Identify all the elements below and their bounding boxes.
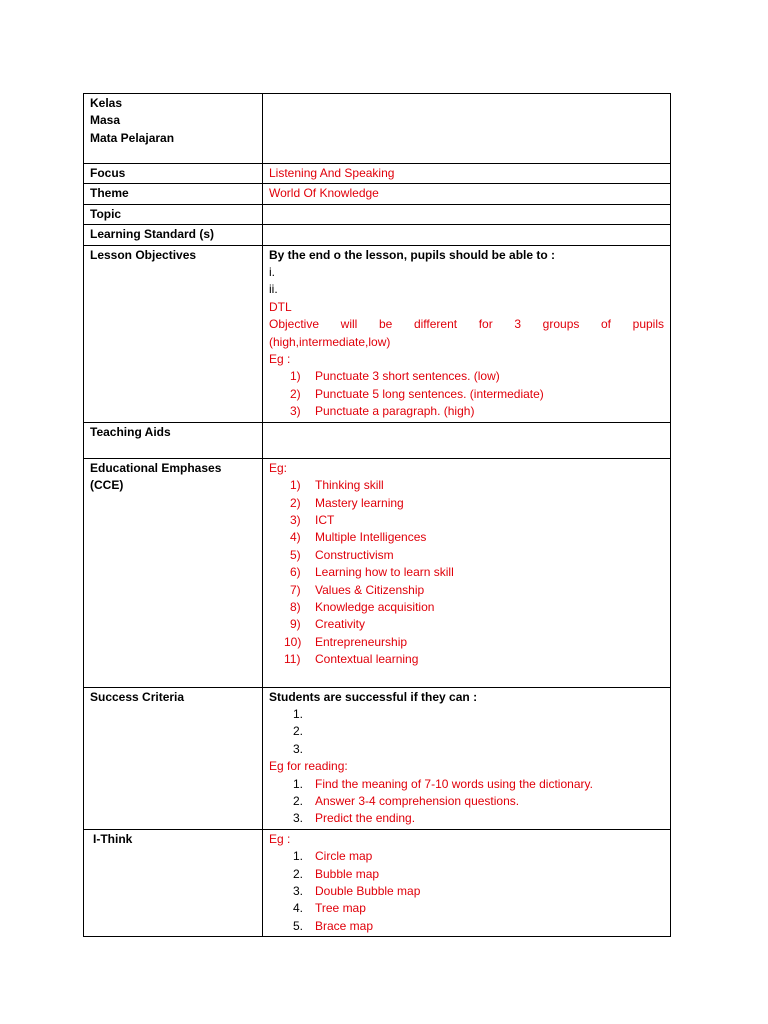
list-item: 9) Creativity — [290, 617, 366, 632]
table-row-educational-emphases — [84, 458, 671, 687]
success-criteria-value — [263, 687, 671, 829]
dtl-description-line1: Objective will be different for 3 groups of pupils — [269, 317, 664, 332]
spacer — [269, 669, 664, 686]
objective-item: i. — [269, 265, 275, 280]
table-row-theme — [84, 184, 671, 204]
list-item: 2. Answer 3-4 comprehension questions. — [293, 794, 520, 808]
list-item: 1) Thinking skill — [290, 478, 384, 493]
focus-value: Listening And Speaking — [263, 164, 671, 184]
list-item: 2) Punctuate 5 long sentences. (intermediate) — [290, 386, 544, 401]
list-item: 3. — [293, 741, 304, 756]
ithink-label: I-Think — [84, 829, 263, 936]
list-item: 1. Circle map — [293, 849, 373, 864]
success-criteria-label: Success Criteria — [84, 687, 263, 829]
table-row-ithink — [84, 829, 671, 936]
learning-standard-label: Learning Standard (s) — [84, 225, 263, 245]
table-row-header — [84, 94, 671, 164]
label-kelas: Kelas — [90, 96, 123, 110]
list-item: 11) Contextual learning — [284, 652, 419, 667]
list-item: 2. Bubble map — [293, 866, 380, 881]
educational-emphases-value — [263, 458, 671, 687]
list-item: 1. Find the meaning of 7-10 words using the dictionary. — [293, 776, 593, 791]
table-row-focus — [84, 164, 671, 184]
objective-item: ii. — [269, 282, 278, 297]
list-item: 7) Values & Citizenship — [290, 582, 425, 597]
objectives-eg-label: Eg : — [269, 352, 291, 367]
success-blank-list — [269, 706, 664, 758]
label-masa: Masa — [90, 113, 121, 128]
success-example-list — [269, 776, 664, 828]
list-item: 5. Brace map — [293, 918, 374, 933]
list-item: 4) Multiple Intelligences — [290, 530, 427, 545]
table-row-teaching-aids — [84, 422, 671, 458]
dtl-description-line2: (high,intermediate,low) — [269, 334, 391, 349]
teaching-aids-value — [263, 422, 671, 458]
emphases-list — [269, 477, 664, 668]
success-criteria-intro: Students are successful if they can : — [269, 689, 478, 704]
list-item: 3) ICT — [290, 512, 335, 527]
list-item: 3) Punctuate a paragraph. (high) — [290, 404, 475, 419]
lesson-objectives-label: Lesson Objectives — [84, 245, 263, 422]
emphases-eg-label: Eg: — [269, 460, 288, 475]
list-item: 2) Mastery learning — [290, 495, 404, 510]
list-item: 3. Double Bubble map — [293, 884, 421, 899]
list-item: 2. — [293, 724, 304, 739]
ithink-list — [269, 848, 664, 935]
list-item: 8) Knowledge acquisition — [290, 599, 435, 614]
header-value-cell — [263, 94, 671, 164]
header-labels-cell — [84, 94, 263, 164]
success-eg-label: Eg for reading: — [269, 759, 348, 774]
educational-emphases-label: Educational Emphases (CCE) — [84, 458, 263, 687]
list-item: 3. Predict the ending. — [293, 811, 416, 826]
table-row-success-criteria — [84, 687, 671, 829]
topic-label: Topic — [84, 204, 263, 224]
teaching-aids-label: Teaching Aids — [84, 422, 263, 458]
ithink-value — [263, 829, 671, 936]
theme-label: Theme — [84, 184, 263, 204]
theme-value: World Of Knowledge — [263, 184, 671, 204]
learning-standard-value — [263, 225, 671, 245]
list-item: 6) Learning how to learn skill — [290, 565, 454, 580]
label-mata-pelajaran: Mata Pelajaran — [90, 130, 175, 145]
objectives-intro: By the end o the lesson, pupils should be able to : — [269, 247, 556, 262]
topic-value — [263, 204, 671, 224]
list-item: 10) Entrepreneurship — [284, 634, 408, 649]
list-item: 1. — [293, 706, 304, 721]
list-item: 1) Punctuate 3 short sentences. (low) — [290, 369, 500, 384]
table-row-topic — [84, 204, 671, 224]
lesson-objectives-value — [263, 245, 671, 422]
focus-label: Focus — [84, 164, 263, 184]
objectives-example-list — [269, 368, 664, 420]
list-item: 5) Constructivism — [290, 547, 394, 562]
dtl-label: DTL — [269, 299, 292, 314]
table-row-lesson-objectives — [84, 245, 671, 422]
table-row-learning-standard — [84, 225, 671, 245]
lesson-plan-table — [83, 93, 671, 937]
ithink-eg-label: Eg : — [269, 831, 291, 846]
list-item: 4. Tree map — [293, 901, 366, 916]
